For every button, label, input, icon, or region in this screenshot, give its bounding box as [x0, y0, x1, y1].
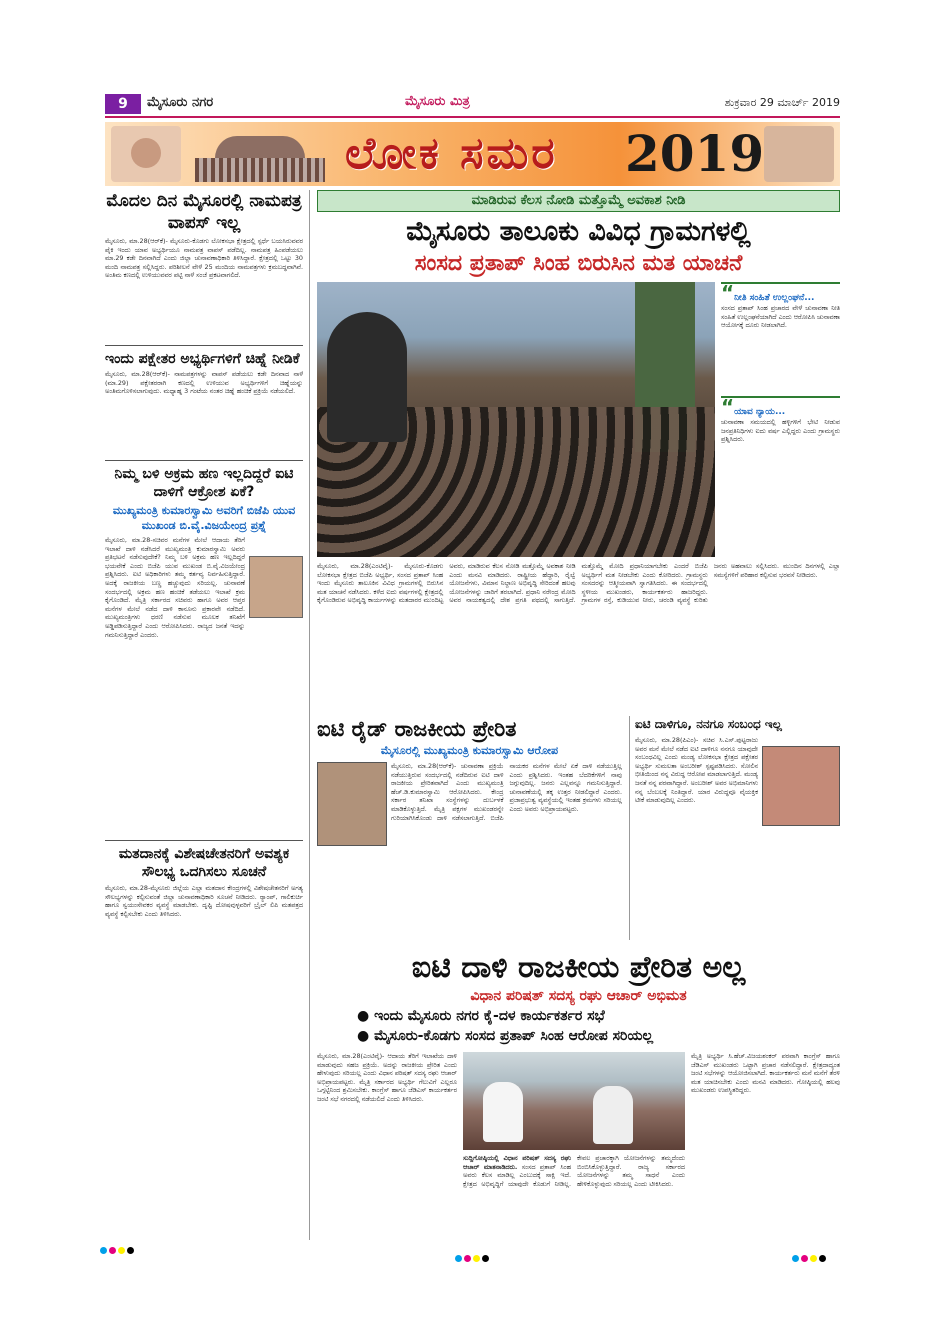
raghu-story-col2-text: ಸಂಸದ ಪ್ರತಾಪ್ ಸಿಂಹ ಅವರು ಕೆಲಸ ಮಾಡಿಲ್ಲ ಎಂಬುದಕ್ಕೆ ಸಾಕ್ಷಿ ಇದೆ. ಕ್ಷೇತ್ರದ ಅಭಿವೃದ್ಧಿಗೆ ಯಾವುದೇ ಕೊಡುಗೆ ನೀಡಿಲ್ಲ. ಕೇವಲ ಪ್ರಚಾರಕ್ಕಾಗಿ ಯೋಜನೆಗಳನ್ನು ತಮ್ಮದೆಂದು ಬಿಂಬಿಸಿಕೊಳ್ಳುತ್ತಿದ್ದಾರೆ. ರಾಜ್ಯ ಸರ್ಕಾರದ ಯೋಜನೆಗಳನ್ನು ತಮ್ಮ ಸಾಧನೆ ಎಂದು ಹೇಳಿಕೊಳ್ಳುವುದು ಸರಿಯಲ್ಲ ಎಂದು ಟೀಕಿಸಿದರು. — [463, 1154, 685, 1188]
raghu-story-col3: ಮೈತ್ರಿ ಅಭ್ಯರ್ಥಿ ಸಿ.ಹೆಚ್.ವಿಜಯಶಂಕರ್ ಪರವಾಗಿ ಕಾಂಗ್ರೆಸ್ ಹಾಗೂ ಜೆಡಿಎಸ್ ಮುಖಂಡರು ಒಟ್ಟಾಗಿ ಪ್ರಚಾರ ನಡೆಸಲಿದ್ದಾರೆ. ಕ್ಷೇತ್ರದಾದ್ಯಂತ ಜಂಟಿ ಸಭೆಗಳನ್ನು ಆಯೋಜಿಸಲಾಗಿದೆ. ಕಾರ್ಯಕರ್ತರು ಮನೆ ಮನೆಗೆ ತೆರಳಿ ಮತ ಯಾಚಿಸಬೇಕು ಎಂದು ಮನವಿ ಮಾಡಿದರು. ಗೋಷ್ಠಿಯಲ್ಲಿ ಹಲವು ಮುಖಂಡರು ಉಪಸ್ಥಿತರಿದ್ದರು. — [691, 1052, 840, 1095]
election-banner — [105, 122, 840, 186]
registration-marks-left — [100, 1247, 136, 1257]
lead-subhead: ಸಂಸದ ಪ್ರತಾಪ್ ಸಿಂಹ ಬಿರುಸಿನ ಮತ ಯಾಚನೆ — [414, 251, 743, 276]
bullet-text-1: ಇಂದು ಮೈಸೂರು ನಗರ ಕೈ-ದಳ ಕಾರ್ಯಕರ್ತರ ಸಭೆ — [374, 1008, 605, 1024]
story2-headline: ಇಂದು ಪಕ್ಷೇತರ ಅಭ್ಯರ್ಥಿಗಳಿಗೆ ಚಿಹ್ನೆ ನೀಡಿಕೆ — [105, 351, 300, 367]
parliament-illustration — [195, 136, 325, 182]
lead-headline: ಮೈಸೂರು ತಾಲೂಕು ವಿವಿಧ ಗ್ರಾಮಗಳಲ್ಲಿ — [406, 216, 751, 247]
quote-mark-icon: “ — [721, 281, 735, 305]
masthead — [105, 90, 840, 118]
sumalatha-body: ಮೈಸೂರು, ಮಾ.28(ಪಿಎಂ)- ಸಚಿವ ಸಿ.ಎಸ್.ಪುಟ್ಟರಾಜು ಅವರ ಮನೆ ಮೇಲೆ ನಡೆದ ಐಟಿ ದಾಳಿಗೂ ನನಗೂ ಯಾವುದೇ ಸಂಬಂಧವಿಲ್ಲ ಎಂದು ಮಂಡ್ಯ ಲೋಕಸಭಾ ಕ್ಷೇತ್ರದ ಪಕ್ಷೇತರ ಅಭ್ಯರ್ಥಿ ಸುಮಲತಾ ಅಂಬರೀಶ್ ಸ್ಪಷ್ಟಪಡಿಸಿದರು. ಸೋಲಿನ ಭೀತಿಯಿಂದ ನನ್ನ ವಿರುದ್ಧ ಆರೋಪ ಮಾಡಲಾಗುತ್ತಿದೆ. ಮಂಡ್ಯ ಜನತೆ ನನ್ನ ಪರವಾಗಿದ್ದಾರೆ. ಅಂಬರೀಶ್ ಅವರ ಅಭಿಮಾನಿಗಳು ನನ್ನ ಬೆಂಬಲಕ್ಕೆ ನಿಂತಿದ್ದಾರೆ. ಯಾರ ವಿರುದ್ಧವೂ ವೈಯಕ್ತಿಕ ಟೀಕೆ ಮಾಡುವುದಿಲ್ಲ ಎಂದರು. — [635, 736, 758, 805]
story3-body: ಮೈಸೂರು, ಮಾ.28-ಸಚಿವರ ಮನೆಗಳ ಮೇಲೆ ಆದಾಯ ತೆರಿಗೆ ಇಲಾಖೆ ದಾಳಿ ನಡೆಸಿದರೆ ಮುಖ್ಯಮಂತ್ರಿ ಕುಮಾರಸ್ವಾಮಿ ಅವರು ಪ್ರತಿಭಟನೆ ನಡೆಸುವುದೇಕೆ? ನಿಮ್ಮ ಬಳಿ ಅಕ್ರಮ ಹಣ ಇಲ್ಲದಿದ್ದರೆ ಭಯವೇಕೆ ಎಂದು ಬಿಜೆಪಿ ಯುವ ಮುಖಂಡ ಬಿ.ವೈ.ವಿಜಯೇಂದ್ರ ಪ್ರಶ್ನಿಸಿದರು. ಐಟಿ ಅಧಿಕಾರಿಗಳು ತಮ್ಮ ಕರ್ತವ್ಯ ನಿರ್ವಹಿಸುತ್ತಿದ್ದಾರೆ. ಅದಕ್ಕೆ ರಾಜಕೀಯ ಬಣ್ಣ ಹಚ್ಚುವುದು ಸರಿಯಲ್ಲ. ಚುನಾವಣೆ ಸಂದರ್ಭದಲ್ಲಿ ಅಕ್ರಮ ಹಣ ಹಂಚಿಕೆ ತಡೆಯಲು ಇಲಾಖೆ ಕ್ರಮ ಕೈಗೊಂಡಿದೆ. ಮೈತ್ರಿ ಸರ್ಕಾರದ ಸಚಿವರು ಹಾಗೂ ಅವರ ಆಪ್ತರ ಮನೆಗಳ ಮೇಲೆ ನಡೆದ ದಾಳಿ ಕಾನೂನು ಪ್ರಕಾರವೇ ನಡೆದಿದೆ. ಮುಖ್ಯಮಂತ್ರಿಗಳು ಧರಣಿ ನಡೆಸುವ ಮೂಲಕ ತನಿಖೆಗೆ ಅಡ್ಡಿಪಡಿಸುತ್ತಿದ್ದಾರೆ ಎಂದು ಆರೋಪಿಸಿದರು. ರಾಜ್ಯದ ಜನತೆ ಇದನ್ನು ಗಮನಿಸುತ್ತಿದ್ದಾರೆ ಎಂದರು. — [105, 536, 245, 639]
quote-box-1 — [721, 282, 840, 392]
vijayendra-photo — [249, 556, 303, 618]
bullet-point-1: ● ಇಂದು ಮೈಸೂರು ನಗರ ಕೈ-ದಳ ಕಾರ್ಯಕರ್ತರ ಸಭೆ — [357, 1008, 605, 1024]
parliament-dome — [215, 136, 305, 158]
quote-mark-icon: “ — [721, 395, 735, 419]
sumalatha-story — [629, 716, 840, 940]
raghu-story-col2 — [463, 1154, 685, 1240]
it-raid-body: ಮೈಸೂರು, ಮಾ.28(ಆರ್‌ಕೆ)- ಚುನಾವಣಾ ಪ್ರಕ್ರಿಯೆ ನಡೆಯುತ್ತಿರುವ ಸಂದರ್ಭದಲ್ಲಿ ನಡೆದಿರುವ ಐಟಿ ದಾಳಿ ರಾಜಕೀಯ ಪ್ರೇರಿತವಾಗಿದೆ ಎಂದು ಮುಖ್ಯಮಂತ್ರಿ ಹೆಚ್.ಡಿ.ಕುಮಾರಸ್ವಾಮಿ ಆರೋಪಿಸಿದರು. ಕೇಂದ್ರ ಸರ್ಕಾರ ತನಿಖಾ ಸಂಸ್ಥೆಗಳನ್ನು ದುರ್ಬಳಕೆ ಮಾಡಿಕೊಳ್ಳುತ್ತಿದೆ. ಮೈತ್ರಿ ಪಕ್ಷಗಳ ಮುಖಂಡರನ್ನೇ ಗುರಿಯಾಗಿಸಿಕೊಂಡು ದಾಳಿ ನಡೆಸಲಾಗುತ್ತಿದೆ. ಬಿಜೆಪಿ ನಾಯಕರ ಮನೆಗಳ ಮೇಲೆ ಏಕೆ ದಾಳಿ ನಡೆಯುತ್ತಿಲ್ಲ ಎಂದು ಪ್ರಶ್ನಿಸಿದರು. ಇಂತಹ ಬೆದರಿಕೆಗಳಿಗೆ ನಾವು ಜಗ್ಗುವುದಿಲ್ಲ. ಜನರು ಎಲ್ಲವನ್ನೂ ಗಮನಿಸುತ್ತಿದ್ದಾರೆ. ಚುನಾವಣೆಯಲ್ಲಿ ತಕ್ಕ ಉತ್ತರ ನೀಡಲಿದ್ದಾರೆ ಎಂದರು. ಪ್ರಜಾಪ್ರಭುತ್ವ ವ್ಯವಸ್ಥೆಯಲ್ಲಿ ಇಂತಹ ಕ್ರಮಗಳು ಸರಿಯಲ್ಲ ಎಂದು ಅವರು ಅಭಿಪ್ರಾಯಪಟ್ಟರು. — [391, 762, 622, 822]
story2-body: ಮೈಸೂರು, ಮಾ.28(ಆರ್‌ಕೆ)- ನಾಮಪತ್ರಗಳನ್ನು ವಾಪಸ್ ಪಡೆಯಲು ಕಡೇ ದಿನವಾದ ನಾಳೆ (ಮಾ.29) ಪಕ್ಷೇತರರಾಗಿ ಕಣದಲ್ಲಿ ಉಳಿಯುವ ಅಭ್ಯರ್ಥಿಗಳಿಗೆ ಚಿಹ್ನೆಯನ್ನು ಅಂತಿಮಗೊಳಿಸಲಾಗುವುದು. ಮಧ್ಯಾಹ್ನ 3 ಗಂಟೆಯ ನಂತರ ಚಿಹ್ನೆ ಹಂಚಿಕೆ ಪ್ರಕ್ರಿಯೆ ನಡೆಯಲಿದೆ. — [105, 370, 303, 396]
newspaper-page — [105, 90, 840, 1245]
registration-marks-center — [455, 1247, 491, 1266]
story4-body: ಮೈಸೂರು, ಮಾ.28-ಮೈಸೂರು ಜಿಲ್ಲೆಯ ಎಲ್ಲಾ ಮತದಾನ ಕೇಂದ್ರಗಳಲ್ಲಿ ವಿಶೇಷಚೇತನರಿಗೆ ಅಗತ್ಯ ಸೌಲಭ್ಯಗಳನ್ನು ಕಲ್ಪಿಸುವಂತೆ ಜಿಲ್ಲಾ ಚುನಾವಣಾಧಿಕಾರಿ ಸೂಚನೆ ನೀಡಿದರು. ರ‍್ಯಾಂಪ್, ಗಾಲಿಕುರ್ಚಿ ಹಾಗೂ ಸ್ವಯಂಸೇವಕರ ವ್ಯವಸ್ಥೆ ಮಾಡಬೇಕು. ದೃಷ್ಟಿ ದೋಷವುಳ್ಳವರಿಗೆ ಬ್ರೈಲ್ ಲಿಪಿ ಮತಪತ್ರದ ವ್ಯವಸ್ಥೆ ಕಲ್ಪಿಸಬೇಕು ಎಂದು ತಿಳಿಸಿದರು. — [105, 884, 303, 918]
raghu-achar-headline: ಐಟಿ ದಾಳಿ ರಾಜಕೀಯ ಪ್ರೇರಿತ ಅಲ್ಲ — [411, 950, 746, 985]
lead-story-body: ಮೈಸೂರು, ಮಾ.28(ಎಂಟಿವೈ)- ಮೈಸೂರು-ಕೊಡಗು ಲೋಕಸಭಾ ಕ್ಷೇತ್ರದ ಬಿಜೆಪಿ ಅಭ್ಯರ್ಥಿ, ಸಂಸದ ಪ್ರತಾಪ್ ಸಿಂಹ ಇಂದು ಮೈಸೂರು ತಾಲೂಕಿನ ವಿವಿಧ ಗ್ರಾಮಗಳಲ್ಲಿ ಬಿರುಸಿನ ಮತ ಯಾಚನೆ ನಡೆಸಿದರು. ಕಳೆದ ಐದು ವರ್ಷಗಳಲ್ಲಿ ಕ್ಷೇತ್ರದಲ್ಲಿ ಕೈಗೊಂಡಿರುವ ಅಭಿವೃದ್ಧಿ ಕಾರ್ಯಗಳನ್ನು ಮತದಾರರ ಮುಂದಿಟ್ಟ ಅವರು, ಮಾಡಿರುವ ಕೆಲಸ ನೋಡಿ ಮತ್ತೊಮ್ಮೆ ಅವಕಾಶ ನೀಡಿ ಎಂದು ಮನವಿ ಮಾಡಿದರು. ರಾಷ್ಟ್ರೀಯ ಹೆದ್ದಾರಿ, ರೈಲ್ವೆ ಯೋಜನೆಗಳು, ವಿಮಾನ ನಿಲ್ದಾಣ ಅಭಿವೃದ್ಧಿ ಸೇರಿದಂತೆ ಹಲವು ಯೋಜನೆಗಳನ್ನು ಜಾರಿಗೆ ತರಲಾಗಿದೆ. ಪ್ರಧಾನಿ ನರೇಂದ್ರ ಮೋದಿ ಅವರ ನಾಯಕತ್ವದಲ್ಲಿ ದೇಶ ಪ್ರಗತಿ ಪಥದಲ್ಲಿ ಸಾಗುತ್ತಿದೆ. ಮತ್ತೊಮ್ಮೆ ಮೋದಿ ಪ್ರಧಾನಿಯಾಗಬೇಕು ಎಂದರೆ ಬಿಜೆಪಿ ಅಭ್ಯರ್ಥಿಗೆ ಮತ ನೀಡಬೇಕು ಎಂದು ಕೋರಿದರು. ಗ್ರಾಮಸ್ಥರು ಸಂಸದರನ್ನು ಆತ್ಮೀಯವಾಗಿ ಸ್ವಾಗತಿಸಿದರು. ಈ ಸಂದರ್ಭದಲ್ಲಿ ಸ್ಥಳೀಯ ಮುಖಂಡರು, ಕಾರ್ಯಕರ್ತರು ಹಾಜರಿದ್ದರು. ಗ್ರಾಮಗಳ ರಸ್ತೆ, ಕುಡಿಯುವ ನೀರು, ಚರಂಡಿ ವ್ಯವಸ್ಥೆ ಕುರಿತು ಜನರು ಅಹವಾಲು ಸಲ್ಲಿಸಿದರು. ಮುಂದಿನ ದಿನಗಳಲ್ಲಿ ಎಲ್ಲಾ ಸಮಸ್ಯೆಗಳಿಗೆ ಪರಿಹಾರ ಕಲ್ಪಿಸುವ ಭರವಸೆ ನೀಡಿದರು. — [317, 562, 840, 605]
photo-speaker — [327, 312, 407, 442]
divider — [105, 840, 303, 841]
photo-caption: ಸುದ್ದಿಗೋಷ್ಠಿಯಲ್ಲಿ ವಿಧಾನ ಪರಿಷತ್ ಸದಸ್ಯ ರಘು ಆಚಾರ್ ಮಾತನಾಡಿದರು. — [463, 1154, 571, 1171]
main-area — [317, 190, 840, 1240]
paper-name: ಮೈಸೂರು ಮಿತ್ರ — [405, 94, 470, 109]
story4-headline: ಮತದಾನಕ್ಕೆ ವಿಶೇಷಚೇತನರಿಗೆ ಅವಶ್ಯಕ ಸೌಲಭ್ಯ ಒದಗಿಸಲು ಸೂಚನೆ — [118, 846, 290, 880]
lead-kicker: ಮಾಡಿರುವ ಕೆಲಸ ನೋಡಿ ಮತ್ತೊಮ್ಮೆ ಅವಕಾಶ ನೀಡಿ — [317, 190, 840, 212]
registration-marks-right — [792, 1247, 828, 1266]
quote1-title: ನೀತಿ ಸಂಹಿತೆ ಉಲ್ಲಂಘನೆ... — [734, 293, 815, 303]
story1-headline: ಮೊದಲ ದಿನ ಮೈಸೂರಲ್ಲಿ ನಾಮಪತ್ರ ವಾಪಸ್ ಇಲ್ಲ — [106, 191, 302, 233]
section-title: ಮೈಸೂರು ನಗರ — [147, 95, 214, 110]
voting-hands-image — [111, 126, 181, 182]
page-number-badge: 9 — [105, 94, 141, 114]
candidates-image — [764, 126, 834, 182]
it-raid-headline: ಐಟಿ ರೈಡ್ ರಾಜಕೀಯ ಪ್ರೇರಿತ — [317, 717, 517, 741]
bullet-point-2: ● ಮೈಸೂರು-ಕೊಡಗು ಸಂಸದ ಪ್ರತಾಪ್ ಸಿಂಹ ಆರೋಪ ಸರಿಯಲ್ಲ — [357, 1028, 654, 1044]
issue-date: ಶುಕ್ರವಾರ 29 ಮಾರ್ಚ್ 2019 — [724, 96, 840, 109]
story3-subhead: ಮುಖ್ಯಮಂತ್ರಿ ಕುಮಾರಸ್ವಾಮಿ ಅವರಿಗೆ ಬಿಜೆಪಿ ಯುವ ಮುಖಂಡ ಬಿ.ವೈ.ವಿಜಯೇಂದ್ರ ಪ್ರಶ್ನೆ — [112, 504, 296, 532]
banner-title: ಲೋಕ ಸಮರ — [345, 128, 558, 179]
sumalatha-headline: ಐಟಿ ದಾಳಿಗೂ, ನನಗೂ ಸಂಬಂಧ ಇಲ್ಲ — [635, 717, 782, 731]
kumaraswamy-photo — [317, 762, 387, 846]
quote1-body: ಸಂಸದ ಪ್ರತಾಪ್ ಸಿಂಹ ಪ್ರಚಾರದ ವೇಳೆ ಚುನಾವಣಾ ನೀತಿ ಸಂಹಿತೆ ಉಲ್ಲಂಘನೆಯಾಗಿದೆ ಎಂದು ಆರೋಪಿಸಿ ಚುನಾವಣಾ ಆಯೋಗಕ್ಕೆ ದೂರು ನೀಡಲಾಗಿದೆ. — [721, 304, 840, 330]
story1-body: ಮೈಸೂರು, ಮಾ.28(ಆರ್‌ಕೆ)- ಮೈಸೂರು-ಕೊಡಗು ಲೋಕಸಭಾ ಕ್ಷೇತ್ರದಲ್ಲಿ ಸ್ಪರ್ಧೆ ಬಯಸಿರುವವರ ಪೈಕಿ ಇಂದು ಯಾವ ಅಭ್ಯರ್ಥಿಯೂ ನಾಮಪತ್ರ ವಾಪಸ್ ಪಡೆದಿಲ್ಲ. ನಾಮಪತ್ರ ಹಿಂಪಡೆಯಲು ಮಾ.29 ಕಡೇ ದಿನವಾಗಿದೆ ಎಂದು ಜಿಲ್ಲಾ ಚುನಾವಣಾಧಿಕಾರಿ ತಿಳಿಸಿದ್ದಾರೆ. ಕ್ಷೇತ್ರದಲ್ಲಿ ಒಟ್ಟು 30 ಮಂದಿ ನಾಮಪತ್ರ ಸಲ್ಲಿಸಿದ್ದರು. ಪರಿಶೀಲನೆ ವೇಳೆ 25 ಮಂದಿಯ ನಾಮಪತ್ರಗಳು ಕ್ರಮಬದ್ಧವಾಗಿವೆ. ಅಂತಿಮ ಕಣದಲ್ಲಿ ಉಳಿಯುವವರ ಪಟ್ಟಿ ನಾಳೆ ಸಂಜೆ ಪ್ರಕಟವಾಗಲಿದೆ. — [105, 237, 303, 280]
story3-headline: ನಿಮ್ಮ ಬಳಿ ಅಕ್ರಮ ಹಣ ಇಲ್ಲದಿದ್ದರೆ ಐಟಿ ದಾಳಿಗೆ ಆಕ್ರೋಶ ಏಕೆ? — [114, 466, 294, 500]
divider — [105, 460, 303, 461]
raghu-achar-subhead: ವಿಧಾನ ಪರಿಷತ್ ಸದಸ್ಯ ರಘು ಆಚಾರ್ ಅಭಿಮತ — [470, 988, 687, 1004]
banner-year: 2019 — [625, 124, 765, 183]
quote-box-2 — [721, 396, 840, 526]
it-raid-subhead: ಮೈಸೂರಲ್ಲಿ ಮುಖ್ಯಮಂತ್ರಿ ಕುಮಾರಸ್ವಾಮಿ ಆರೋಪ — [380, 744, 559, 757]
bullet-text-2: ಮೈಸೂರು-ಕೊಡಗು ಸಂಸದ ಪ್ರತಾಪ್ ಸಿಂಹ ಆರೋಪ ಸರಿಯಲ್ಲ — [374, 1028, 654, 1044]
raghu-story-col1: ಮೈಸೂರು, ಮಾ.28(ಎಂಟಿವೈ)- ಆದಾಯ ತೆರಿಗೆ ಇಲಾಖೆಯ ದಾಳಿ ಮಾಡುವುದು ಸಹಜ ಪ್ರಕ್ರಿಯೆ. ಅದನ್ನು ರಾಜಕೀಯ ಪ್ರೇರಿತ ಎಂದು ಹೇಳುವುದು ಸರಿಯಲ್ಲ ಎಂದು ವಿಧಾನ ಪರಿಷತ್ ಸದಸ್ಯ ರಘು ಆಚಾರ್ ಅಭಿಪ್ರಾಯಪಟ್ಟರು. ಮೈತ್ರಿ ಸರ್ಕಾರದ ಅಭ್ಯರ್ಥಿ ಗೆಲುವಿಗೆ ಎಲ್ಲರೂ ಒಗ್ಗಟ್ಟಿನಿಂದ ಶ್ರಮಿಸಬೇಕು. ಕಾಂಗ್ರೆಸ್ ಹಾಗೂ ಜೆಡಿಎಸ್ ಕಾರ್ಯಕರ್ತರ ಜಂಟಿ ಸಭೆ ನಗರದಲ್ಲಿ ನಡೆಯಲಿದೆ ಎಂದು ತಿಳಿಸಿದರು. — [317, 1052, 457, 1103]
sumalatha-photo — [762, 746, 840, 826]
press-meet-photo — [463, 1052, 685, 1150]
quote2-title: ಯಾವ ನ್ಯಾಯ... — [734, 407, 786, 417]
parliament-colonnade — [195, 158, 325, 182]
quote2-body: ಚುನಾವಣಾ ಸಮಯದಲ್ಲಿ ಹಳ್ಳಿಗಳಿಗೆ ಭೇಟಿ ನೀಡುವ ಜನಪ್ರತಿನಿಧಿಗಳು ಐದು ವರ್ಷ ಎಲ್ಲಿದ್ದರು ಎಂದು ಗ್ರಾಮಸ್ಥರು ಪ್ರಶ್ನಿಸಿದರು. — [721, 418, 840, 444]
campaign-photo — [317, 282, 715, 557]
left-column — [105, 190, 310, 1240]
divider — [105, 345, 303, 346]
